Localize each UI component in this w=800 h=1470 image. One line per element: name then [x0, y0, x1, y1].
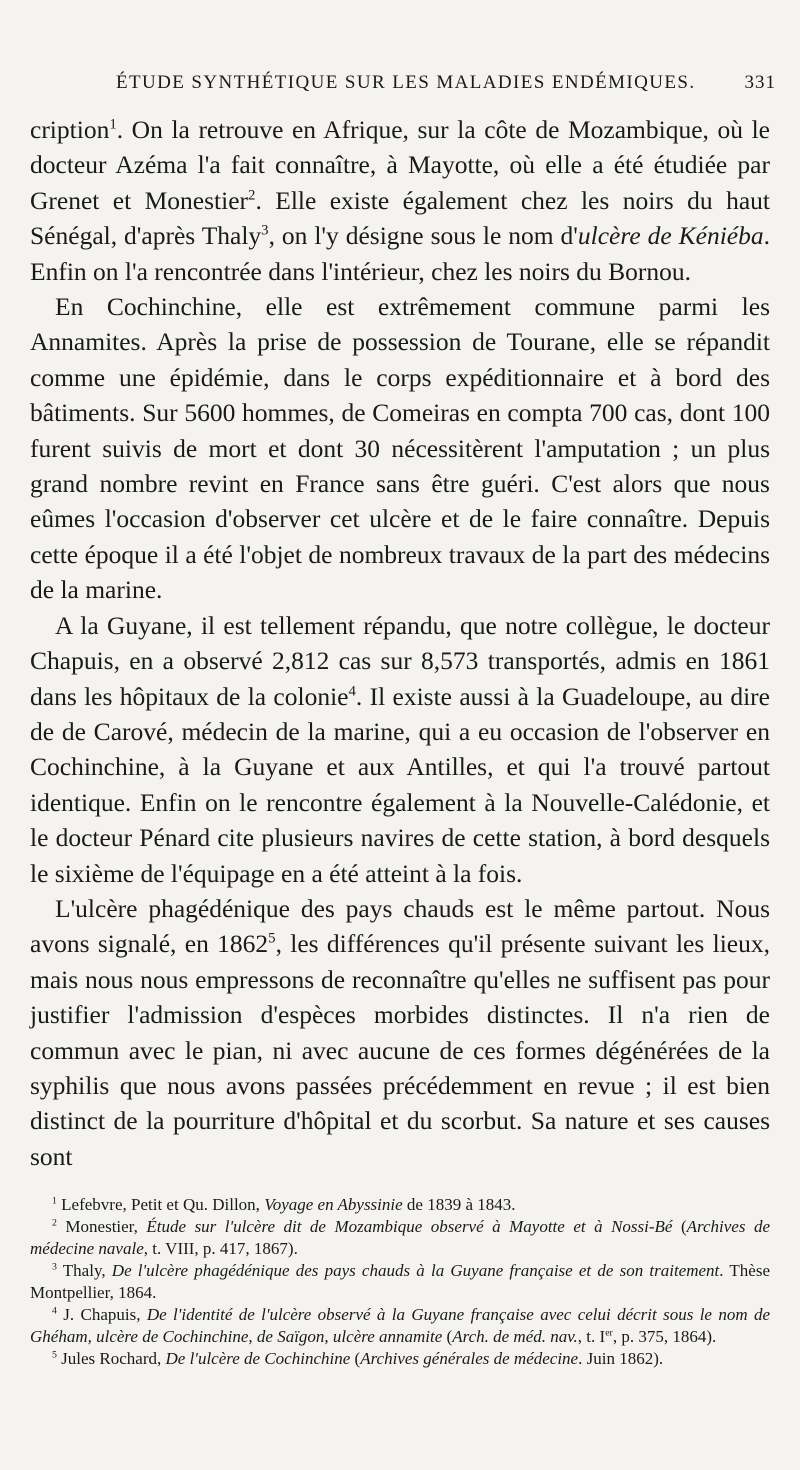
paragraph-4	[30, 891, 770, 1174]
footnote-text: (	[442, 1326, 453, 1346]
text-run: . Il existe aussi à la Guadeloupe, au dire de de Carové, médecin de la marine, qui a eu occasion de l'observer en Cochinchine, à la Guyane et aux Antilles, et qui l'a trouvé partout identique. Enfin on le rencontre également à la Nouvelle-Calédonie, et le docteur Pénard cite plusieurs navires de cette station, à bord desquels le sixième de l'équipage en a été atteint à la fois.	[30, 681, 770, 888]
footnote-2	[30, 1216, 770, 1260]
footnote-ref: 5	[268, 930, 276, 947]
paragraph-1	[30, 112, 770, 289]
running-head	[30, 72, 776, 102]
book-page	[30, 72, 776, 1369]
footnote-1	[30, 1194, 770, 1216]
footnote-number: 1	[52, 1195, 57, 1207]
body-text	[30, 112, 770, 1174]
paragraph-2: En Cochinchine, elle est extrêmement commune parmi les Annamites. Après la prise de possession de Tourane, elle se répandit comme une épidémie, dans le corps expéditionnaire et à bord des bâtiments. Sur 5600 hommes, de Comeiras en compta 700 cas, dont 100 furent suivis de mort et dont 30 nécessitèrent l'amputation ; un plus grand nombre revint en France sans être guéri. C'est alors que nous eûmes l'occasion d'observer cet ulcère et de le faire connaître. Depuis cette époque il a été l'objet de nombreux travaux de la part des médecins de la marine.	[30, 292, 770, 605]
text-run: cription	[30, 115, 110, 144]
footnote-text: (	[350, 1348, 361, 1368]
footnote-text: . Juin 1862).	[578, 1348, 664, 1368]
footnote-text: Lefebvre, Petit et Qu. Dillon,	[56, 1195, 265, 1215]
footnote-number: 5	[52, 1348, 57, 1360]
footnote-number: 2	[52, 1217, 57, 1229]
footnote-ref: 2	[248, 187, 256, 204]
text-run: A la Guyane, il est tellement répandu, que notre collègue, le docteur Chapuis, en a observé 2,812 cas sur 8,573 transportés, admis en 1861 dans les hôpitaux de la colonie	[30, 610, 770, 711]
footnote-text: , t. I	[577, 1326, 606, 1346]
footnote-5	[30, 1348, 770, 1370]
text-run: L'ulcère phagédénique des pays chauds est le même partout. Nous avons signalé, en 1862	[30, 893, 770, 959]
footnote-title: De l'ulcère de Cochinchine	[165, 1348, 351, 1368]
footnote-journal: Archives générales de médecine	[360, 1348, 579, 1368]
footnote-text: . Thèse Montpellier, 1864.	[30, 1260, 770, 1302]
footnote-journal: Arch. de méd. nav.	[452, 1326, 578, 1346]
footnote-title: Voyage en Abyssinie	[264, 1195, 403, 1215]
running-title: ÉTUDE SYNTHÉTIQUE SUR LES MALADIES ENDÉMIQUES.	[116, 72, 696, 93]
footnote-journal: Archives de médecine navale	[30, 1217, 771, 1258]
footnote-ref: 1	[109, 116, 117, 133]
text-run: . Elle existe également chez les noirs du haut Sénégal, d'après Thaly	[30, 185, 770, 251]
ordinal-suffix: er	[605, 1326, 613, 1338]
italic-term: ulcère de Kéniéba	[577, 221, 764, 251]
footnote-text: Monestier,	[56, 1217, 147, 1237]
footnote-ref: 4	[348, 683, 356, 699]
text-run: . On la retrouve en Afrique, sur la côte de Mozambique, où le docteur Azéma l'a fait connaître, à Mayotte, où elle a été étudiée par Grenet et Monestier	[30, 115, 770, 215]
footnote-4	[30, 1304, 770, 1348]
footnote-3	[30, 1260, 770, 1304]
footnote-text: , p. 375, 1864).	[612, 1326, 717, 1346]
footnote-title: De l'ulcère phagédénique des pays chauds à la Guyane française et de son traitement	[111, 1260, 720, 1280]
paragraph-3	[30, 608, 770, 891]
footnote-text: Jules Rochard,	[56, 1348, 166, 1368]
footnote-number: 3	[52, 1261, 57, 1273]
text-run: , les différences qu'il présente suivant les lieux, mais nous nous empressons de reconnaître qu'elles ne suffisent pas pour justifier l'admission d'espèces morbides distinctes. Il n'a rien de commun avec le pian, ni avec aucune de ces formes dégénérées de la syphilis que nous avons passées précédemment en revue ; il est bien distinct de la pourriture d'hôpital et du scorbut. Sa nature et ses causes sont	[30, 929, 770, 1171]
footnote-text: de 1839 à 1843.	[402, 1195, 516, 1215]
footnote-text: , t. VIII, p. 417, 1867).	[143, 1239, 298, 1258]
footnote-title: De l'identité de l'ulcère observé à la Guyane française avec celui décrit sous le nom de Ghéham, ulcère de Cochinchine, de Saïgon, ulcère annamite	[30, 1304, 770, 1346]
page-number: 331	[744, 72, 776, 93]
footnote-text: Thaly,	[56, 1260, 112, 1280]
footnote-text: J. Chapuis,	[56, 1304, 147, 1324]
footnotes	[30, 1194, 770, 1369]
text-run: , on l'y désigne sous le nom d'	[268, 221, 578, 251]
footnote-text: (	[672, 1217, 687, 1237]
text-run: . Enfin on l'a rencontrée dans l'intérieur, chez les noirs du Bornou.	[30, 221, 770, 286]
footnote-number: 4	[52, 1305, 57, 1317]
footnote-title: Étude sur l'ulcère dit de Mozambique observé à Mayotte et à Nossi-Bé	[146, 1217, 673, 1237]
footnote-ref: 3	[261, 222, 269, 239]
